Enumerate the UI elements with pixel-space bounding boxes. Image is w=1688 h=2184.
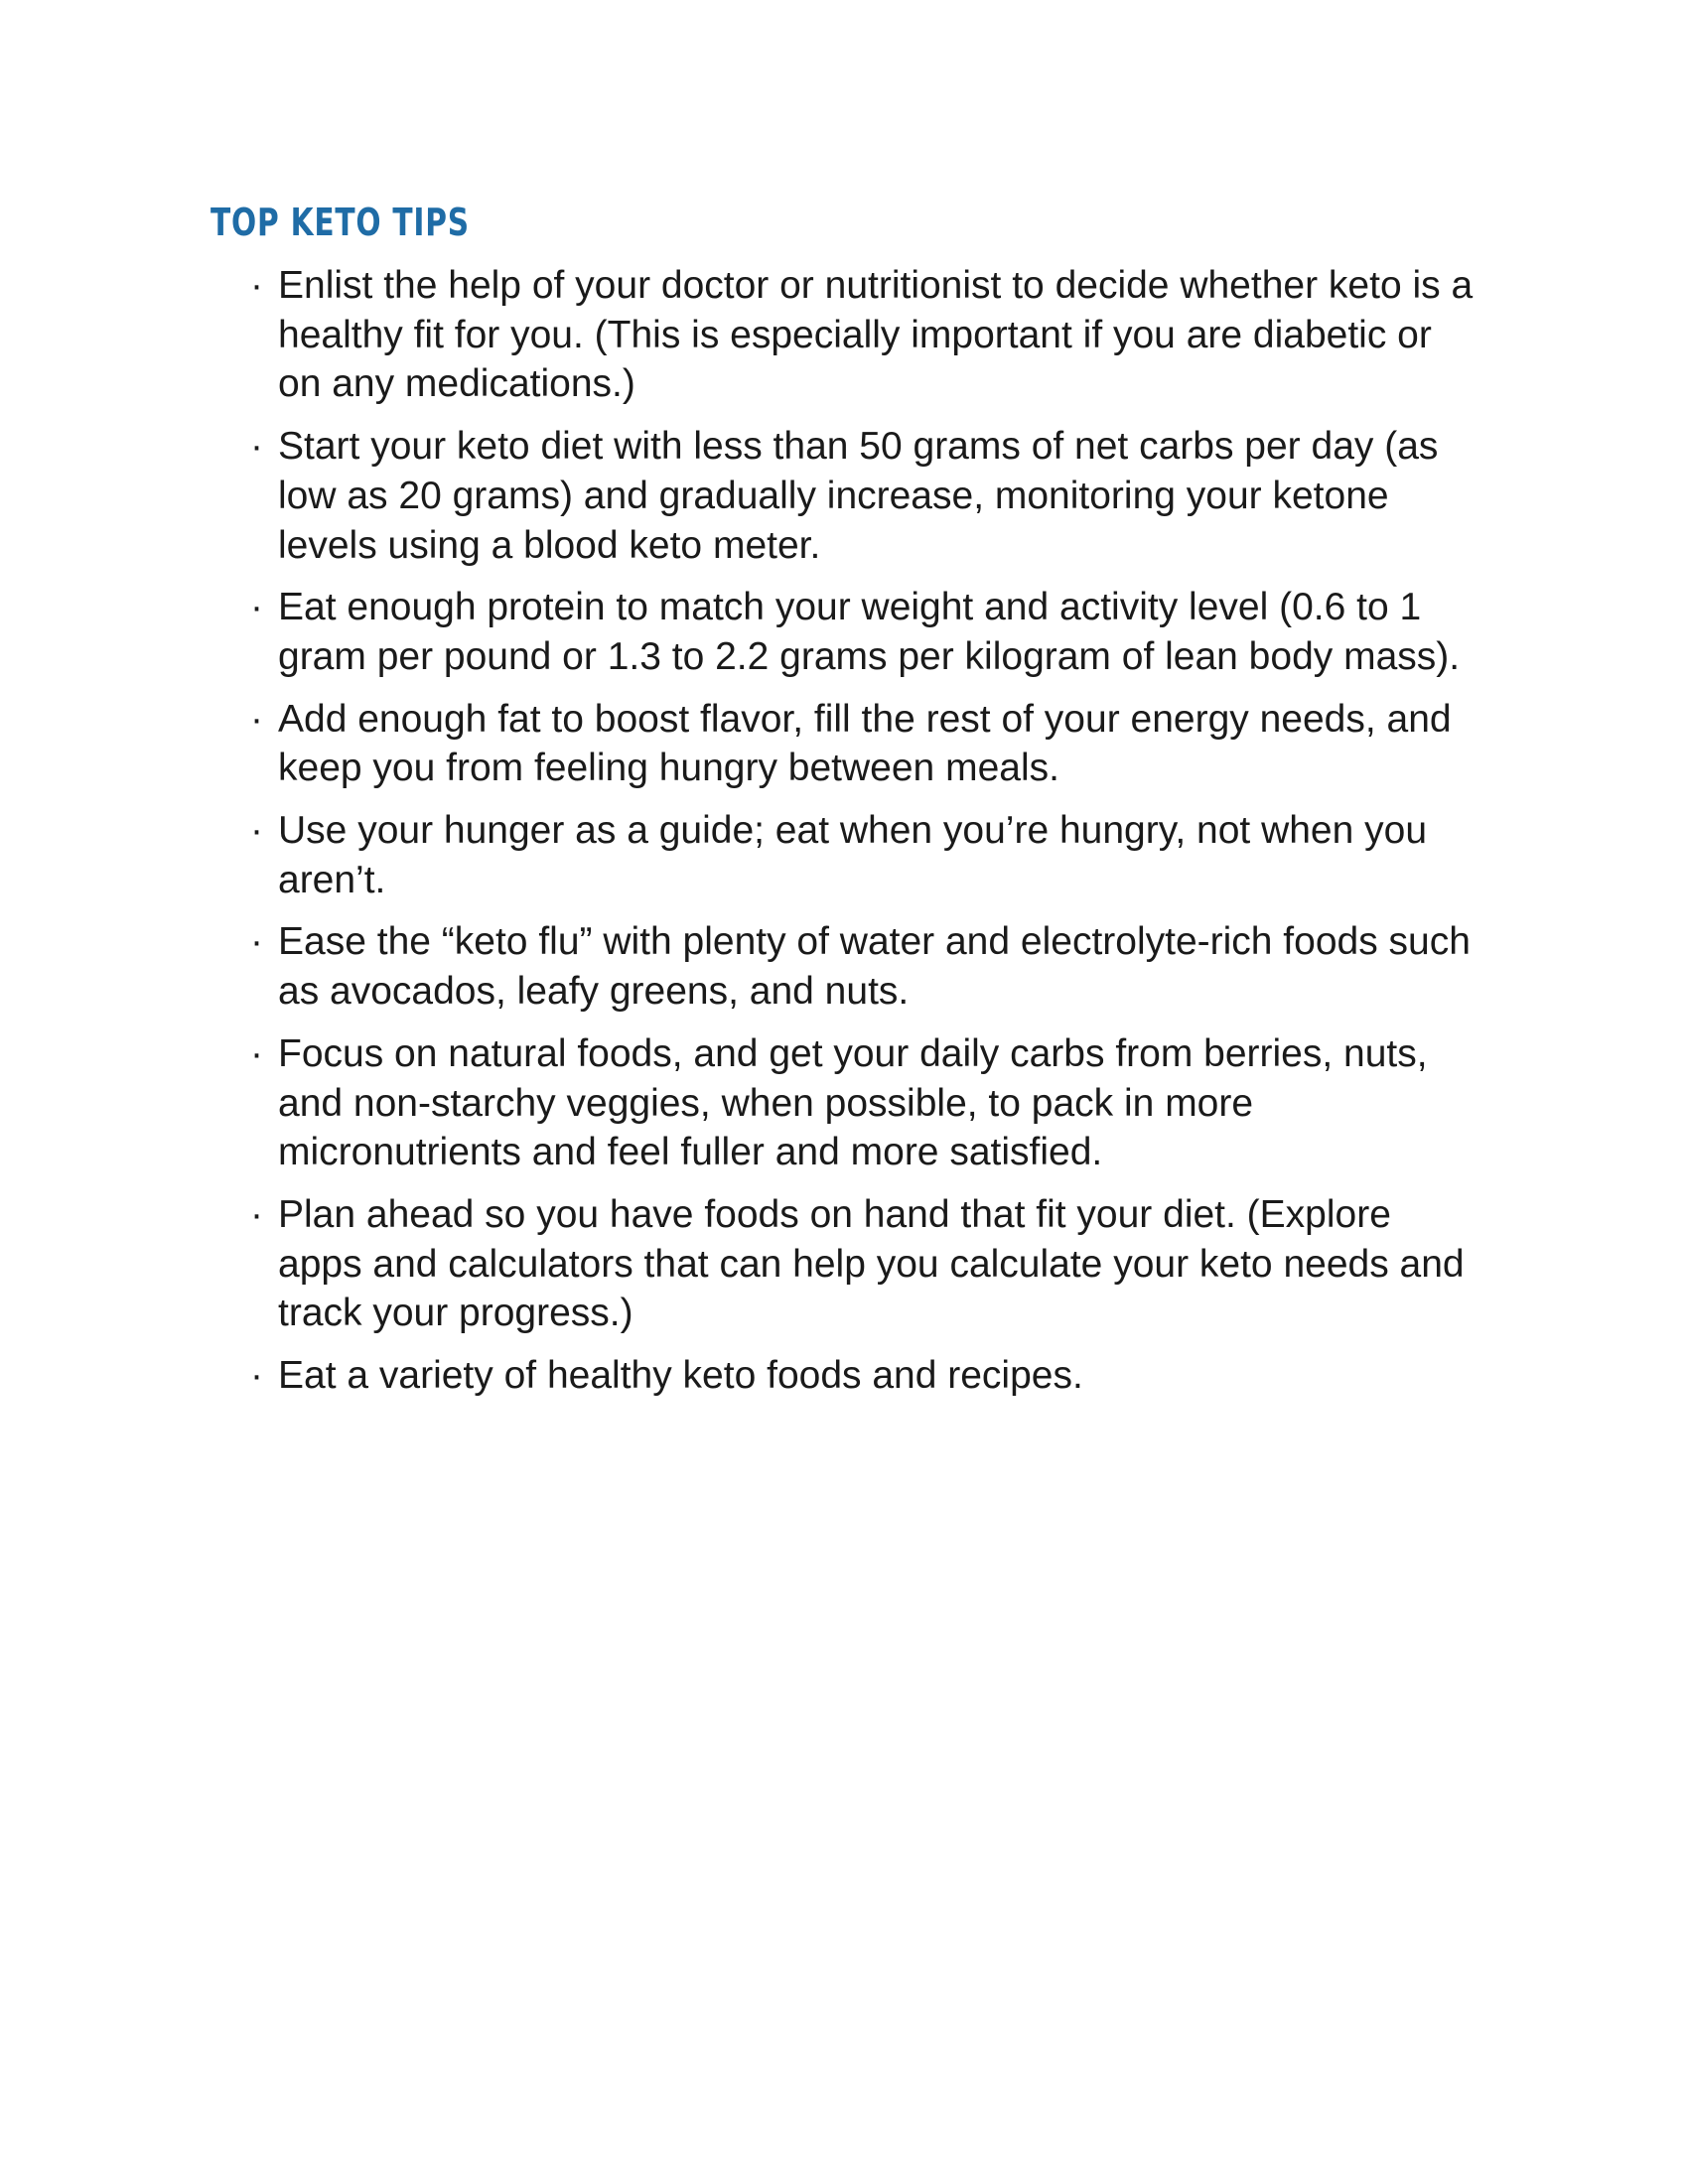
bullet-icon: ·	[250, 920, 263, 964]
bullet-icon: ·	[250, 586, 263, 629]
bullet-icon: ·	[250, 264, 263, 307]
tip-text: Plan ahead so you have foods on hand that fit your diet. (Explore apps and calculators that can help you calculate your keto needs and track your progress.)	[278, 1192, 1465, 1335]
tip-text: Add enough fat to boost flavor, fill the rest of your energy needs, and keep you from feeling hungry between meals.	[278, 697, 1452, 790]
section-heading: TOP KETO TIPS	[211, 201, 470, 244]
bullet-icon: ·	[250, 1354, 263, 1398]
tip-text: Focus on natural foods, and get your daily carbs from berries, nuts, and non-starchy veggies, when possible, to pack in more micronutrients and feel fuller and more satisfied.	[278, 1031, 1428, 1174]
tip-text: Enlist the help of your doctor or nutritionist to decide whether keto is a healthy fit for you. (This is especially important if you are diabetic or on any medications.)	[278, 264, 1474, 406]
bullet-icon: ·	[250, 1192, 263, 1236]
tip-text: Eat enough protein to match your weight and activity level (0.6 to 1 gram per pound or 1.3 to 2.2 grams per kilogram of lean body mass).	[278, 586, 1461, 678]
tip-item	[250, 917, 1481, 1016]
tip-item	[250, 695, 1481, 793]
bullet-icon: ·	[250, 697, 263, 741]
tip-item	[250, 1190, 1481, 1338]
tip-item	[250, 1029, 1481, 1177]
tip-item	[250, 261, 1481, 409]
tip-text: Start your keto diet with less than 50 grams of net carbs per day (as low as 20 grams) and gradually increase, monitoring your ketone levels using a blood keto meter.	[278, 425, 1439, 567]
tip-text: Eat a variety of healthy keto foods and recipes.	[278, 1354, 1083, 1398]
tip-item	[250, 1351, 1481, 1401]
tip-text: Use your hunger as a guide; eat when you’re hungry, not when you aren’t.	[278, 809, 1428, 901]
bullet-icon: ·	[250, 809, 263, 853]
bullet-icon: ·	[250, 425, 263, 469]
tip-item	[250, 583, 1481, 681]
tip-item	[250, 422, 1481, 570]
tip-item	[250, 806, 1481, 904]
tips-list	[250, 261, 1481, 1414]
bullet-icon: ·	[250, 1031, 263, 1075]
tip-text: Ease the “keto flu” with plenty of water and electrolyte-rich foods such as avocados, leafy greens, and nuts.	[278, 920, 1471, 1014]
